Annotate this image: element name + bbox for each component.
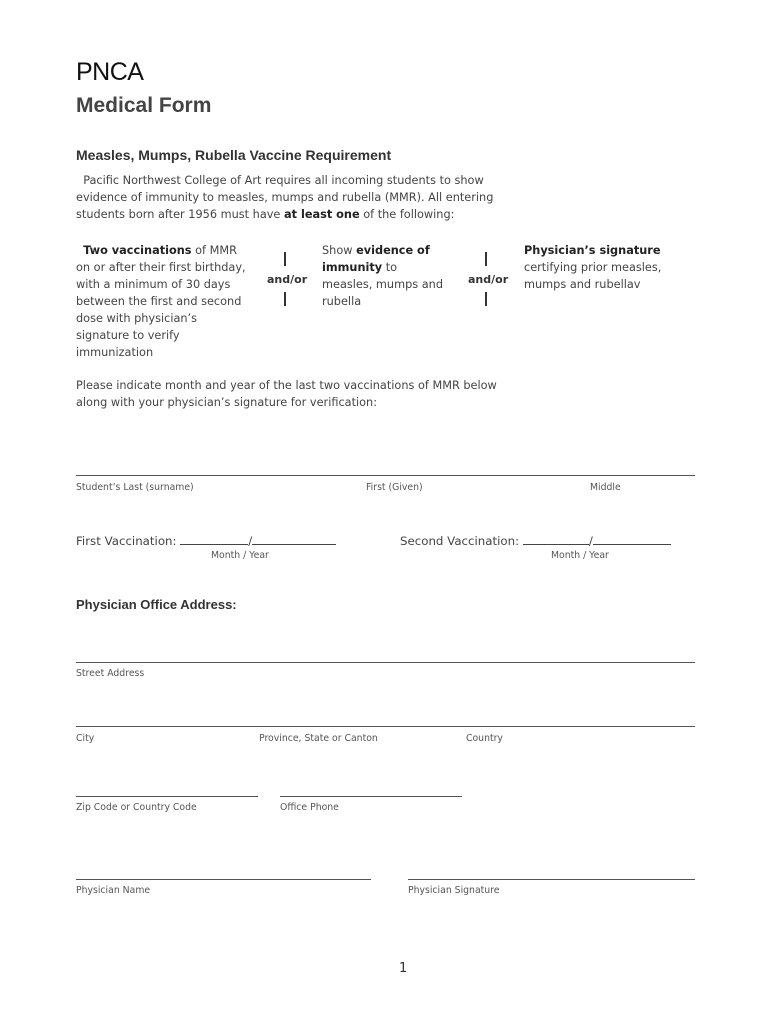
option1-bold: Two vaccinations: [83, 244, 192, 257]
physician-address-heading: Physician Office Address:: [76, 597, 237, 612]
option1-text: of MMR on or after their first birthday, with a minimum of 30 days between the first and second dose with physician’s signature to verify immunization: [76, 244, 246, 359]
last-name-label: Student’s Last (surname): [76, 482, 194, 493]
office-phone-label: Office Phone: [280, 802, 339, 813]
city-state-country-field[interactable]: [76, 726, 695, 727]
slash: /: [248, 534, 253, 548]
first-month-year-label: Month / Year: [211, 550, 269, 561]
option2-pre: Show: [322, 244, 357, 257]
country-label: Country: [466, 733, 503, 744]
page-title: Medical Form: [76, 94, 212, 117]
intro-text-2: of the following:: [359, 208, 455, 221]
first-name-label: First (Given): [366, 482, 423, 493]
second-vaccination-label: Second Vaccination:: [400, 534, 520, 548]
first-vaccination-year-field[interactable]: [252, 533, 336, 545]
first-vaccination-label: First Vaccination:: [76, 534, 177, 548]
divider-bar: [485, 292, 487, 306]
physician-name-label: Physician Name: [76, 885, 151, 896]
option-evidence-immunity: [322, 242, 450, 310]
street-address-label: Street Address: [76, 668, 145, 679]
second-vaccination-row: [400, 533, 671, 548]
second-month-year-label: Month / Year: [551, 550, 609, 561]
instructions-text: Please indicate month and year of the last two vaccinations of MMR below along with your physician’s signature for verification:: [76, 379, 497, 409]
slash: /: [588, 534, 593, 548]
requirement-heading: Measles, Mumps, Rubella Vaccine Requirement: [76, 147, 392, 163]
zip-code-field[interactable]: [76, 796, 258, 797]
physician-signature-label: Physician Signature: [408, 885, 500, 896]
student-name-field[interactable]: [76, 475, 695, 476]
option3-text: certifying prior measles, mumps and rubellav: [524, 261, 662, 291]
first-vaccination-month-field[interactable]: [180, 533, 248, 545]
option2-bold: evidence of immunity: [322, 244, 430, 274]
middle-name-label: Middle: [590, 482, 621, 493]
street-address-field[interactable]: [76, 662, 695, 663]
office-phone-field[interactable]: [280, 796, 462, 797]
zip-code-label: Zip Code or Country Code: [76, 802, 197, 813]
option-physician-signature: [524, 242, 674, 293]
divider-bar: [284, 252, 286, 266]
page-number: 1: [399, 961, 408, 976]
divider-bar: [284, 292, 286, 306]
intro-text-1: Pacific Northwest College of Art requires all incoming students to show evidence of immunity to measles, mumps and rubella (MMR). All entering students born after 1956 must have: [76, 174, 494, 221]
and-or-label: and/or: [267, 273, 308, 286]
option3-bold: Physician’s signature: [524, 244, 661, 257]
second-vaccination-month-field[interactable]: [523, 533, 589, 545]
and-or-label: and/or: [468, 273, 509, 286]
physician-signature-field[interactable]: [408, 879, 695, 880]
requirement-intro: [76, 172, 496, 223]
option2-text: to measles, mumps and rubella: [322, 261, 443, 308]
option-two-vaccinations: [76, 242, 252, 361]
province-label: Province, State or Canton: [259, 733, 378, 744]
city-label: City: [76, 733, 95, 744]
divider-bar: [485, 252, 487, 266]
second-vaccination-year-field[interactable]: [593, 533, 671, 545]
first-vaccination-row: [76, 533, 336, 548]
physician-name-field[interactable]: [76, 879, 371, 880]
pnca-logo: PNCA: [76, 58, 144, 86]
intro-bold: at least one: [283, 208, 360, 221]
